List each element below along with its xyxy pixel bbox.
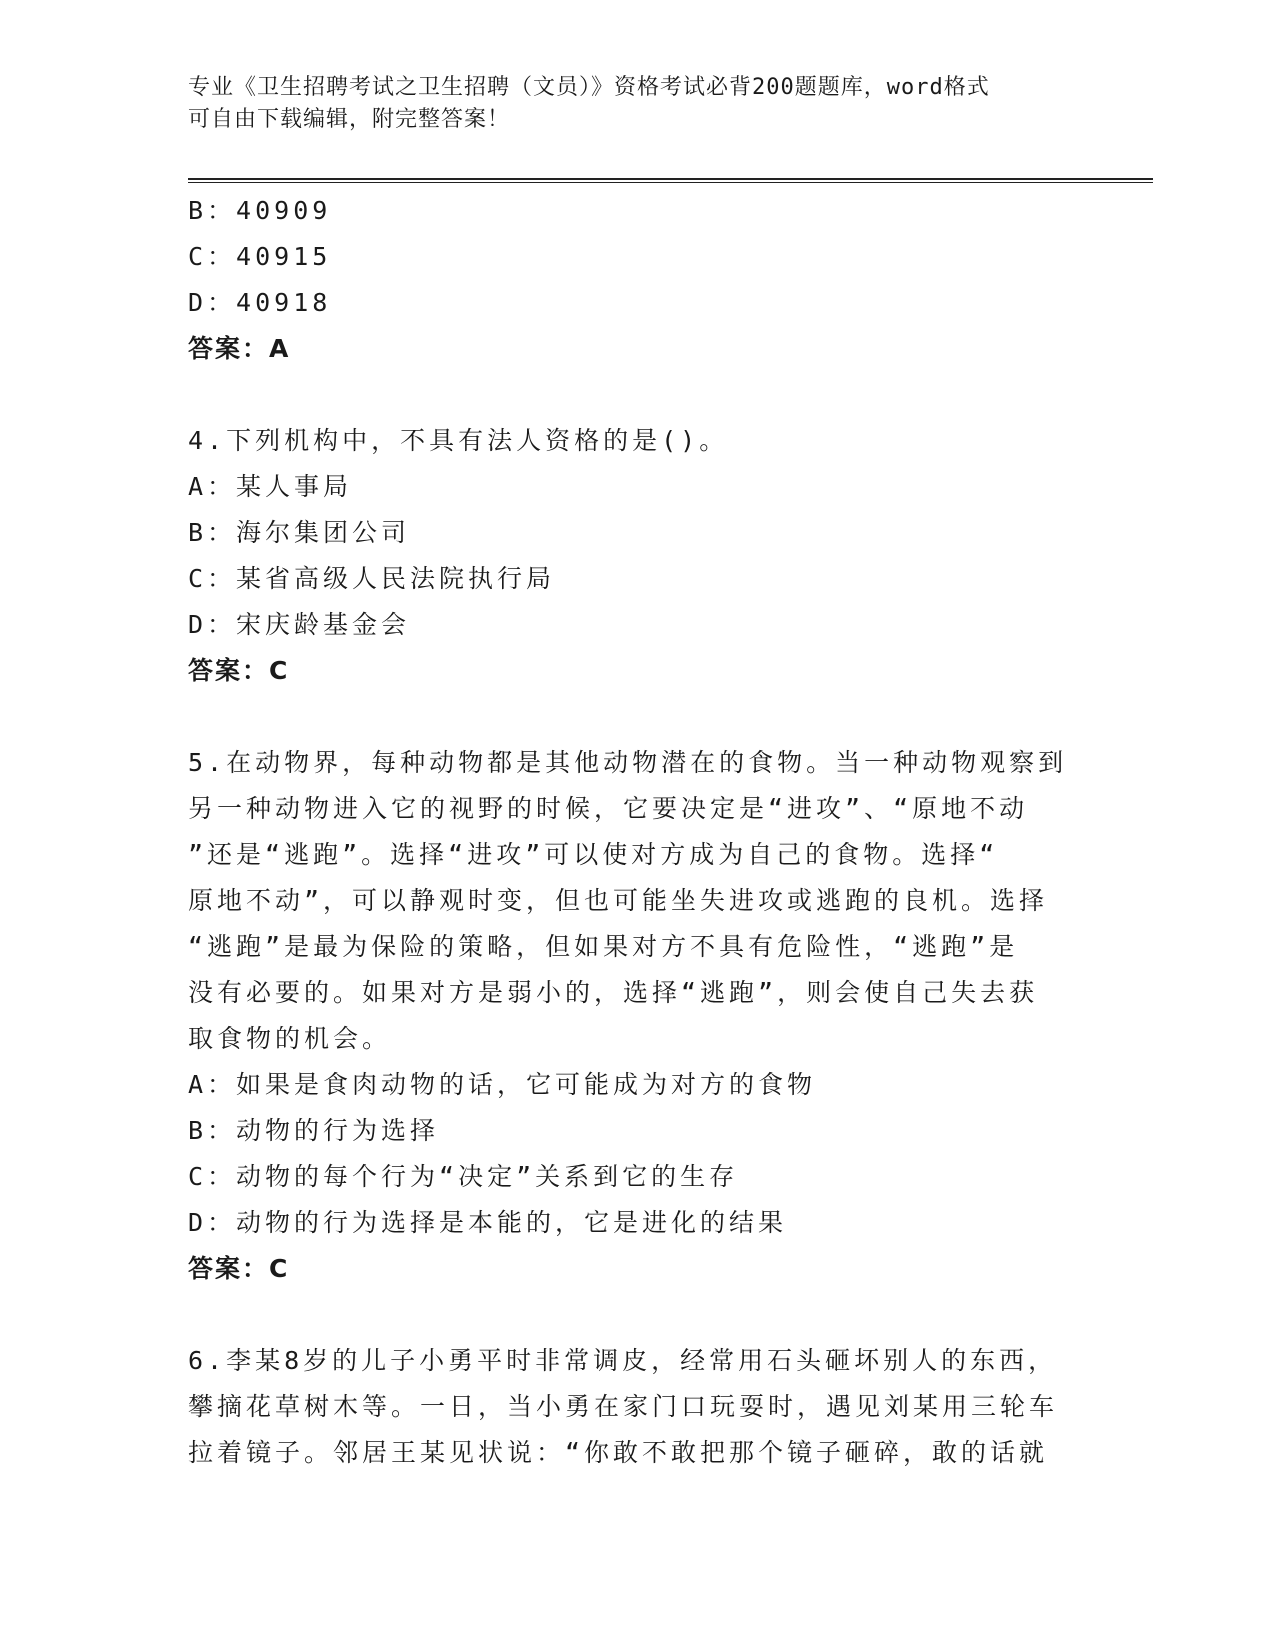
- question-stem-line: ”还是“逃跑”。选择“进攻”可以使对方成为自己的食物。选择“: [188, 840, 999, 869]
- question-5: [188, 740, 1068, 1292]
- header-title-line-1: 专业《卫生招聘考试之卫生招聘（文员）》资格考试必背200题题库，word格式: [188, 75, 990, 100]
- spacer: [188, 372, 1068, 418]
- option-b: B：动物的行为选择: [188, 1116, 440, 1145]
- header-divider: [188, 178, 1153, 183]
- spacer: [188, 1292, 1068, 1338]
- header-title-line-2: 可自由下载编辑，附完整答案！: [188, 107, 511, 132]
- option-c: C：40915: [188, 242, 332, 271]
- question-3: [188, 188, 1068, 372]
- option-d: D：宋庆龄基金会: [188, 610, 411, 639]
- question-stem-line: 攀摘花草树木等。一日，当小勇在家门口玩耍时，遇见刘某用三轮车: [188, 1392, 1059, 1421]
- option-a: A：如果是食肉动物的话，它可能成为对方的食物: [188, 1070, 817, 1099]
- option-b: B：40909: [188, 196, 332, 225]
- question-stem-line: 原地不动”，可以静观时变，但也可能坐失进攻或逃跑的良机。选择: [188, 886, 1049, 915]
- question-4: [188, 418, 1068, 694]
- question-content: [188, 188, 1068, 1476]
- option-d: D：40918: [188, 288, 332, 317]
- question-stem-line: 拉着镜子。邻居王某见状说：“你敢不敢把那个镜子砸碎，敢的话就: [188, 1438, 1049, 1467]
- answer-label: 答案：C: [188, 1254, 290, 1283]
- spacer: [188, 694, 1068, 740]
- option-a: A：某人事局: [188, 472, 353, 501]
- option-b: B：海尔集团公司: [188, 518, 411, 547]
- answer-label: 答案：C: [188, 656, 290, 685]
- question-6: [188, 1338, 1068, 1476]
- question-stem-line: 5.在动物界，每种动物都是其他动物潜在的食物。当一种动物观察到: [188, 748, 1068, 777]
- page-header: [188, 72, 1068, 136]
- question-stem-line: 取食物的机会。: [188, 1024, 392, 1053]
- question-stem-line: “逃跑”是最为保险的策略，但如果对方不具有危险性，“逃跑”是: [188, 932, 1019, 961]
- option-d: D：动物的行为选择是本能的，它是进化的结果: [188, 1208, 788, 1237]
- question-stem-line: 另一种动物进入它的视野的时候，它要决定是“进攻”、“原地不动: [188, 794, 1029, 823]
- option-c: C：动物的每个行为“决定”关系到它的生存: [188, 1162, 739, 1191]
- option-c: C：某省高级人民法院执行局: [188, 564, 556, 593]
- question-stem: 4.下列机构中，不具有法人资格的是()。: [188, 426, 729, 455]
- question-stem-line: 没有必要的。如果对方是弱小的，选择“逃跑”，则会使自己失去获: [188, 978, 1039, 1007]
- answer-label: 答案：A: [188, 334, 291, 363]
- question-stem-line: 6.李某8岁的儿子小勇平时非常调皮，经常用石头砸坏别人的东西，: [188, 1346, 1058, 1375]
